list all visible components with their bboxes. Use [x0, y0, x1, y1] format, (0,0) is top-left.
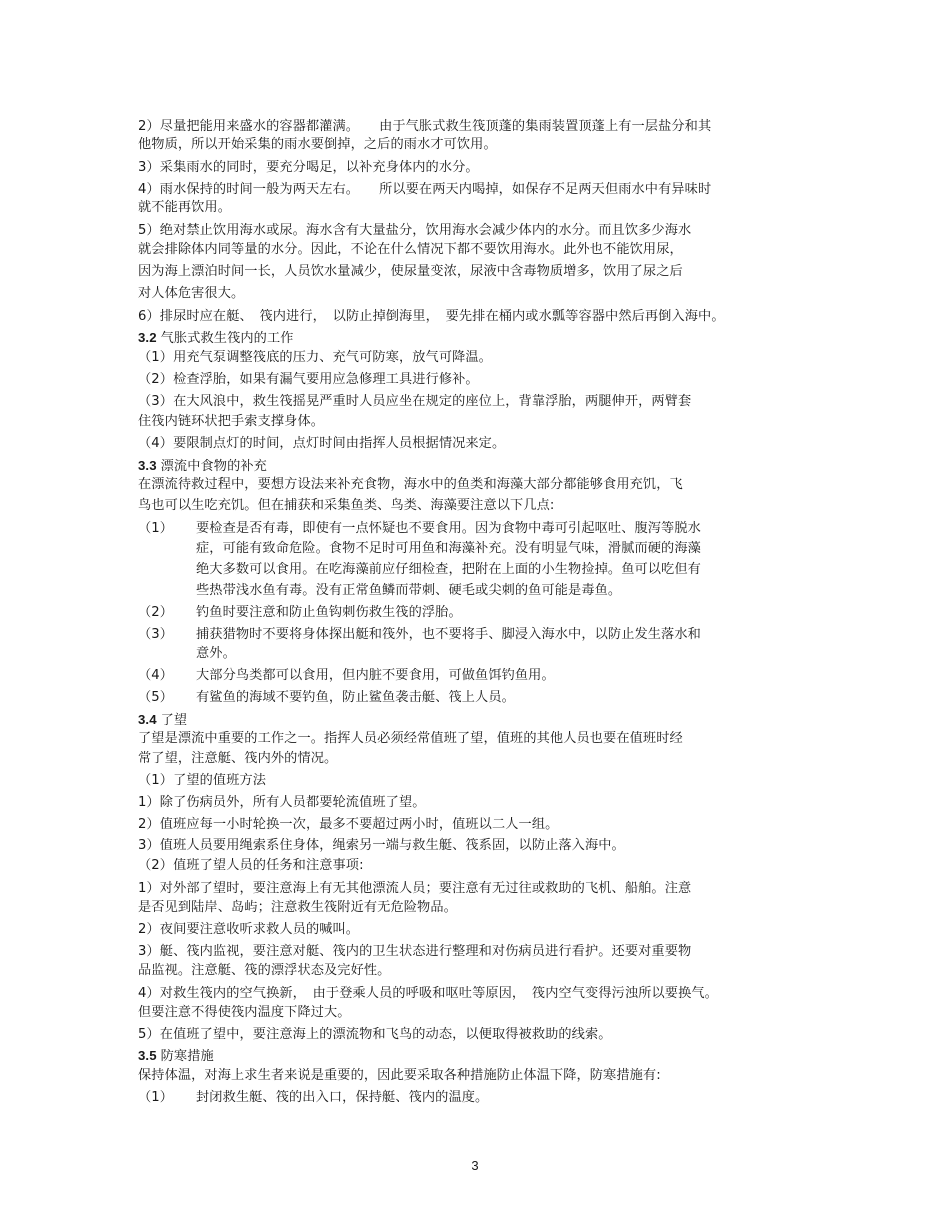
text-line: 3）采集雨水的同时，要充分喝足，以补充身体内的水分。	[138, 160, 479, 175]
text-line: 是否见到陆岸、岛屿；注意救生筏附近有无危险物品。	[138, 900, 457, 915]
text-line: （2）值班了望人员的任务和注意事项:	[138, 858, 364, 873]
text-line: 5）绝对禁止饮用海水或尿。海水含有大量盐分，饮用海水会减少体内的水分。而且饮多少海水	[138, 223, 692, 238]
section-heading	[138, 711, 187, 730]
list-item: （4）要限制点灯的时间，点灯时间由指挥人员根据情况来定。	[138, 436, 506, 451]
text-line: 保持体温，对海上求生者来说是重要的，因此要采取各种措施防止体温下降，防寒措施有:	[138, 1068, 661, 1083]
section-title: 了望	[160, 713, 188, 728]
text-line: 6）排尿时应在艇、 筏内进行， 以防止掉倒海里， 要先排在桶内或水瓢等容器中然后再倒入海中。	[138, 309, 725, 324]
text-line: 2）值班应每一小时轮换一次，最多不要超过两小时，值班以二人一组。	[138, 817, 559, 832]
list-text: 有鲨鱼的海域不要钓鱼，防止鲨鱼袭击艇、筏上人员。	[196, 690, 515, 705]
list-text: 些热带浅水鱼有毒。没有正常鱼鳞而带刺、硬毛或尖刺的鱼可能是毒鱼。	[196, 583, 622, 598]
section-number: 3.2	[138, 330, 157, 345]
text-line: 对人体危害很大。	[138, 286, 245, 301]
list-text: 封闭救生艇、筏的出入口，保持艇、筏内的温度。	[196, 1090, 489, 1105]
section-heading	[138, 457, 267, 476]
text-line: 2）尽量把能用来盛水的容器都灌满。 由于气胀式救生筏顶蓬的集雨装置顶蓬上有一层盐分和其	[138, 119, 712, 134]
text-line: 4）雨水保持的时间一般为两天左右。 所以要在两天内喝掉，如保存不足两天但雨水中有异味时	[138, 182, 712, 197]
section-number: 3.4	[138, 712, 157, 727]
list-number: （4）	[138, 668, 174, 683]
section-heading	[138, 1047, 214, 1066]
text-line: 他物质，所以开始采集的雨水要倒掉，之后的雨水才可饮用。	[138, 137, 497, 152]
page-number: 3	[471, 1158, 479, 1173]
list-text: 症，可能有致命危险。食物不足时可用鱼和海藻补充。没有明显气味，滑腻而硬的海藻	[196, 541, 701, 556]
list-item: （2）检查浮胎，如果有漏气要用应急修理工具进行修补。	[138, 372, 479, 387]
text-line: 5）在值班了望中，要注意海上的漂流物和飞鸟的动态，以便取得被救助的线索。	[138, 1027, 612, 1042]
list-text: 绝大多数可以食用。在吃海藻前应仔细检查，把附在上面的小生物捡掉。鱼可以吃但有	[196, 562, 701, 577]
list-text: 要检查是否有毒，即使有一点怀疑也不要食用。因为食物中毒可引起呕吐、腹泻等脱水	[196, 521, 701, 536]
text-line: 3）值班人员要用绳索系住身体，绳索另一端与救生艇、筏系固，以防止落入海中。	[138, 838, 625, 853]
section-title: 漂流中食物的补充	[160, 459, 267, 474]
section-number: 3.5	[138, 1048, 157, 1063]
list-number: （1）	[138, 1090, 174, 1105]
list-number: （3）	[138, 627, 174, 642]
list-number: （1）	[138, 521, 174, 536]
list-number: （2）	[138, 605, 174, 620]
list-text: 捕获猎物时不要将身体探出艇和筏外，也不要将手、脚浸入海水中，以防止发生落水和	[196, 627, 701, 642]
text-line: （1）了望的值班方法	[138, 773, 267, 788]
text-line: 品监视。注意艇、筏的漂浮状态及完好性。	[138, 963, 391, 978]
text-line: 3）艇、筏内监视，要注意对艇、筏内的卫生状态进行整理和对伤病员进行看护。还要对重要物	[138, 944, 692, 959]
list-item: 住筏内链环状把手索支撑身体。	[138, 414, 325, 429]
list-item: （1）用充气泵调整筏底的压力、充气可防寒，放气可降温。	[138, 350, 492, 365]
section-title: 防寒措施	[160, 1049, 214, 1064]
text-line: 就不能再饮用。	[138, 200, 232, 215]
text-line: 鸟也可以生吃充饥。但在捕获和采集鱼类、鸟类、海藻要注意以下几点:	[138, 498, 555, 513]
text-line: 了望是漂流中重要的工作之一。指挥人员必须经常值班了望，值班的其他人员也要在值班时经	[138, 731, 683, 746]
section-heading	[138, 329, 294, 348]
text-line: 在漂流待救过程中，要想方设法来补充食物，海水中的鱼类和海藻大部分都能够食用充饥，飞	[138, 477, 683, 492]
text-line: 但要注意不得使筏内温度下降过大。	[138, 1005, 351, 1020]
list-text: 意外。	[196, 646, 236, 661]
text-line: 因为海上漂泊时间一长，人员饮水量减少，使尿量变浓，尿液中含毒物质增多，饮用了尿之后	[138, 264, 683, 279]
list-number: （5）	[138, 690, 174, 705]
text-line: 1）对外部了望时，要注意海上有无其他漂流人员；要注意有无过往或救助的飞机、船舶。注意	[138, 881, 692, 896]
section-title: 气胀式救生筏内的工作	[160, 331, 294, 346]
text-line: 2）夜间要注意收听求救人员的喊叫。	[138, 922, 360, 937]
list-text: 钓鱼时要注意和防止鱼钩刺伤救生筏的浮胎。	[196, 605, 462, 620]
list-item: （3）在大风浪中，救生筏摇晃严重时人员应坐在规定的座位上，背靠浮胎，两腿伸开，两臂套	[138, 394, 692, 409]
section-number: 3.3	[138, 458, 157, 473]
text-line: 就会排除体内同等量的水分。因此，不论在什么情况下都不要饮用海水。此外也不能饮用尿，	[138, 242, 683, 257]
text-line: 4）对救生筏内的空气换新， 由于登乘人员的呼吸和呕吐等原因， 筏内空气变得污浊所以要换气。	[138, 986, 718, 1001]
list-text: 大部分鸟类都可以食用，但内脏不要食用，可做鱼饵钓鱼用。	[196, 668, 555, 683]
text-line: 1）除了伤病员外，所有人员都要轮流值班了望。	[138, 795, 426, 810]
text-line: 常了望，注意艇、筏内外的情况。	[138, 751, 338, 766]
